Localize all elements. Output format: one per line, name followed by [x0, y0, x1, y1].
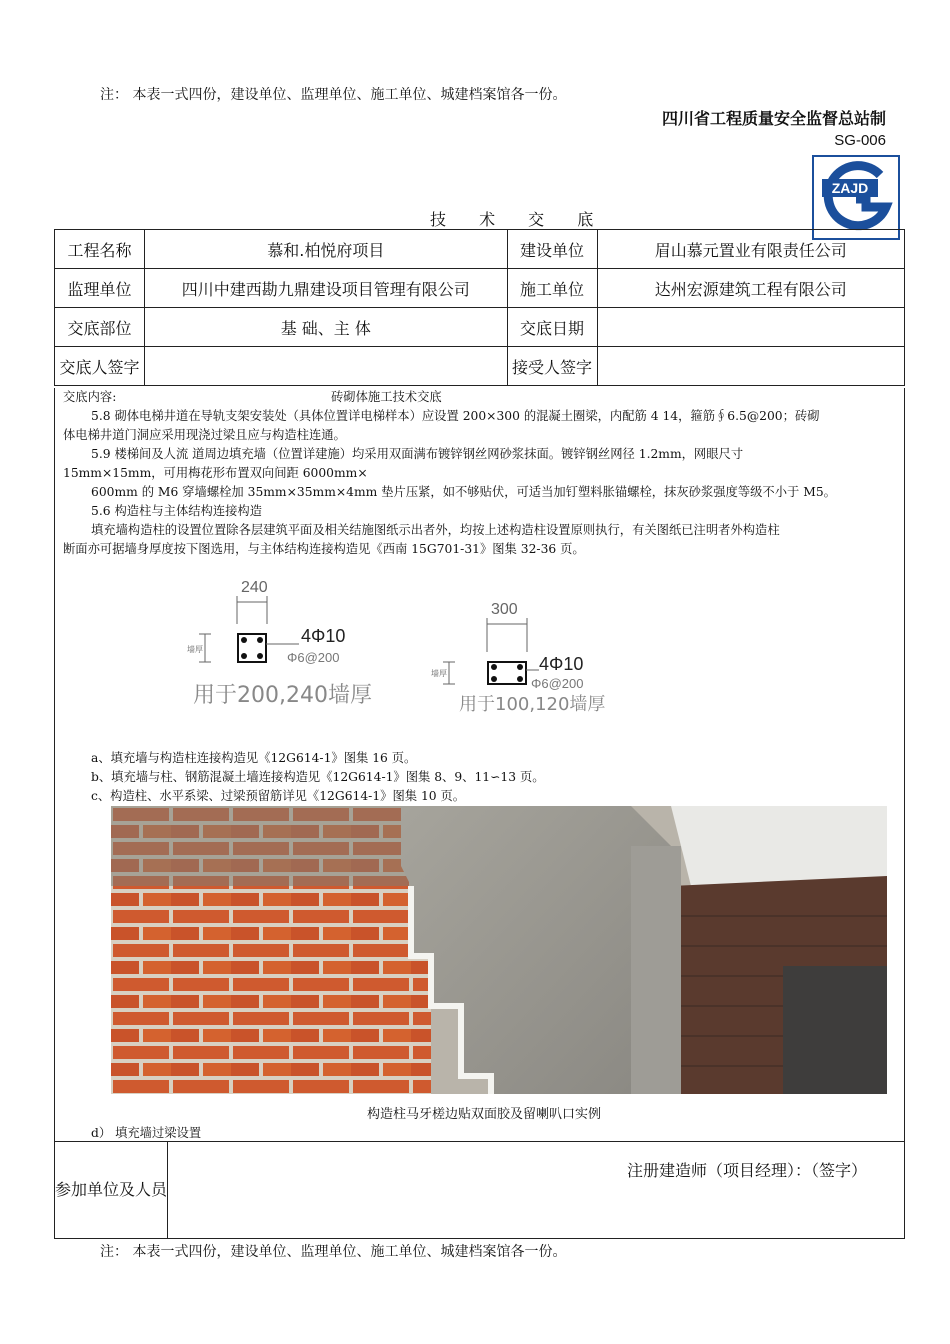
text-line: 体电梯井道门洞应采用现浇过梁且应与构造柱连通。: [63, 428, 346, 442]
signature-label: 注册建造师（项目经理）：（签字）: [627, 1161, 868, 1180]
date-value: [597, 308, 904, 347]
diagram-rebar-label: 4Φ10: [301, 626, 346, 646]
presenter-sign-label: 交底人签字: [55, 347, 145, 386]
receiver-sign-label: 接受人签字: [507, 347, 597, 386]
content-section: [54, 388, 905, 1141]
photo-caption: 构造柱马牙槎边贴双面胶及留喇叭口实例: [367, 1107, 602, 1122]
info-table: [54, 229, 905, 386]
project-name-label: 工程名称: [55, 230, 145, 269]
table-row: [55, 230, 905, 269]
zajd-logo: [812, 155, 900, 240]
reference-b: b、填充墙与柱、钢筋混凝土墙连接构造见《12G614-1》图集 8、9、11∽13 页。: [91, 770, 545, 784]
text-line: 填充墙构造柱的设置位置除各层建筑平面及相关结施图纸示出者外，均按上述构造柱设置原则执行，有关图纸已注明者外构造柱: [91, 523, 780, 537]
diagram-rebar-label: 4Φ10: [539, 654, 584, 674]
text-line: 5.9 楼梯间及人流 道周边填充墙（位置详建施）均采用双面满布镀锌钢丝网砂浆抹面。镀锌钢丝网径 1.2mm，网眼尺寸: [91, 447, 744, 461]
top-note: 注： 本表一式四份，建设单位、监理单位、施工单位、城建档案馆各一份。: [100, 87, 567, 103]
text-line: 5.8 砌体电梯井道在导轨支架安装处（具体位置详电梯样本）应设置 200×300 的混凝土圈梁，内配筋 4 14，箍筋∮6.5@200；砖砌: [91, 409, 820, 423]
text-line: 5.6 构造柱与主体结构连接构造: [91, 504, 263, 518]
contractor-value: 达州宏源建筑工程有限公司: [597, 269, 904, 308]
diagram-usage-label: 用于200,240墙厚: [193, 683, 372, 708]
table-row: [55, 269, 905, 308]
reference-a: a、填充墙与构造柱连接构造见《12G614-1》图集 16 页。: [91, 751, 417, 765]
diagram-width-label: 240: [241, 579, 268, 596]
column-section-diagram-2: [431, 596, 631, 726]
participants-section: [54, 1141, 905, 1239]
diagram-side-label: 墙厚: [187, 645, 203, 654]
diagram-stirrup-label: Φ6@200: [531, 676, 584, 691]
item-d: d） 填充墙过梁设置: [91, 1126, 202, 1140]
issuer: 四川省工程质量安全监督总站制: [661, 109, 886, 128]
column-section-diagram-1: [187, 574, 387, 724]
receiver-sign-value: [597, 347, 904, 386]
participants-label: 参加单位及人员: [55, 1142, 168, 1238]
presenter-sign-value: [145, 347, 507, 386]
project-name-value: 慕和.柏悦府项目: [145, 230, 507, 269]
builder-value: 眉山慕元置业有限责任公司: [597, 230, 904, 269]
form-code: SG-006: [834, 132, 886, 149]
table-row: [55, 308, 905, 347]
logo-text: ZAJD: [831, 180, 869, 196]
supervisor-value: 四川中建西勘九鼎建设项目管理有限公司: [145, 269, 507, 308]
document-title: 技 术 交 底: [430, 210, 608, 229]
diagram-stirrup-label: Φ6@200: [287, 650, 340, 665]
bottom-note: 注： 本表一式四份，建设单位、监理单位、施工单位、城建档案馆各一份。: [100, 1244, 567, 1260]
table-row: [55, 347, 905, 386]
content-label: 交底内容:: [63, 390, 117, 404]
content-topic: 砖砌体施工技术交底: [331, 390, 442, 404]
reference-c: c、构造柱、水平系梁、过梁预留筋详见《12G614-1》图集 10 页。: [91, 789, 466, 803]
supervisor-label: 监理单位: [55, 269, 145, 308]
site-photo: [111, 806, 887, 1094]
contractor-label: 施工单位: [507, 269, 597, 308]
date-label: 交底日期: [507, 308, 597, 347]
location-label: 交底部位: [55, 308, 145, 347]
builder-label: 建设单位: [507, 230, 597, 269]
diagram-width-label: 300: [491, 601, 518, 618]
text-line: 15mm×15mm，可用梅花形布置双向间距 6000mm×: [63, 466, 368, 480]
location-value: 基 础、主 体: [145, 308, 507, 347]
diagram-side-label: 墙厚: [431, 669, 447, 678]
text-line: 600mm 的 M6 穿墙螺栓加 35mm×35mm×4mm 垫片压紧，如不够贴伏，可适当加钉塑料胀锚螺栓，抹灰砂浆强度等级不小于 M5。: [91, 485, 836, 499]
diagram-usage-label: 用于100,120墙厚: [459, 694, 606, 715]
text-line: 断面亦可据墙身厚度按下图选用，与主体结构连接构造见《西南 15G701-31》图集 32-36 页。: [63, 542, 585, 556]
